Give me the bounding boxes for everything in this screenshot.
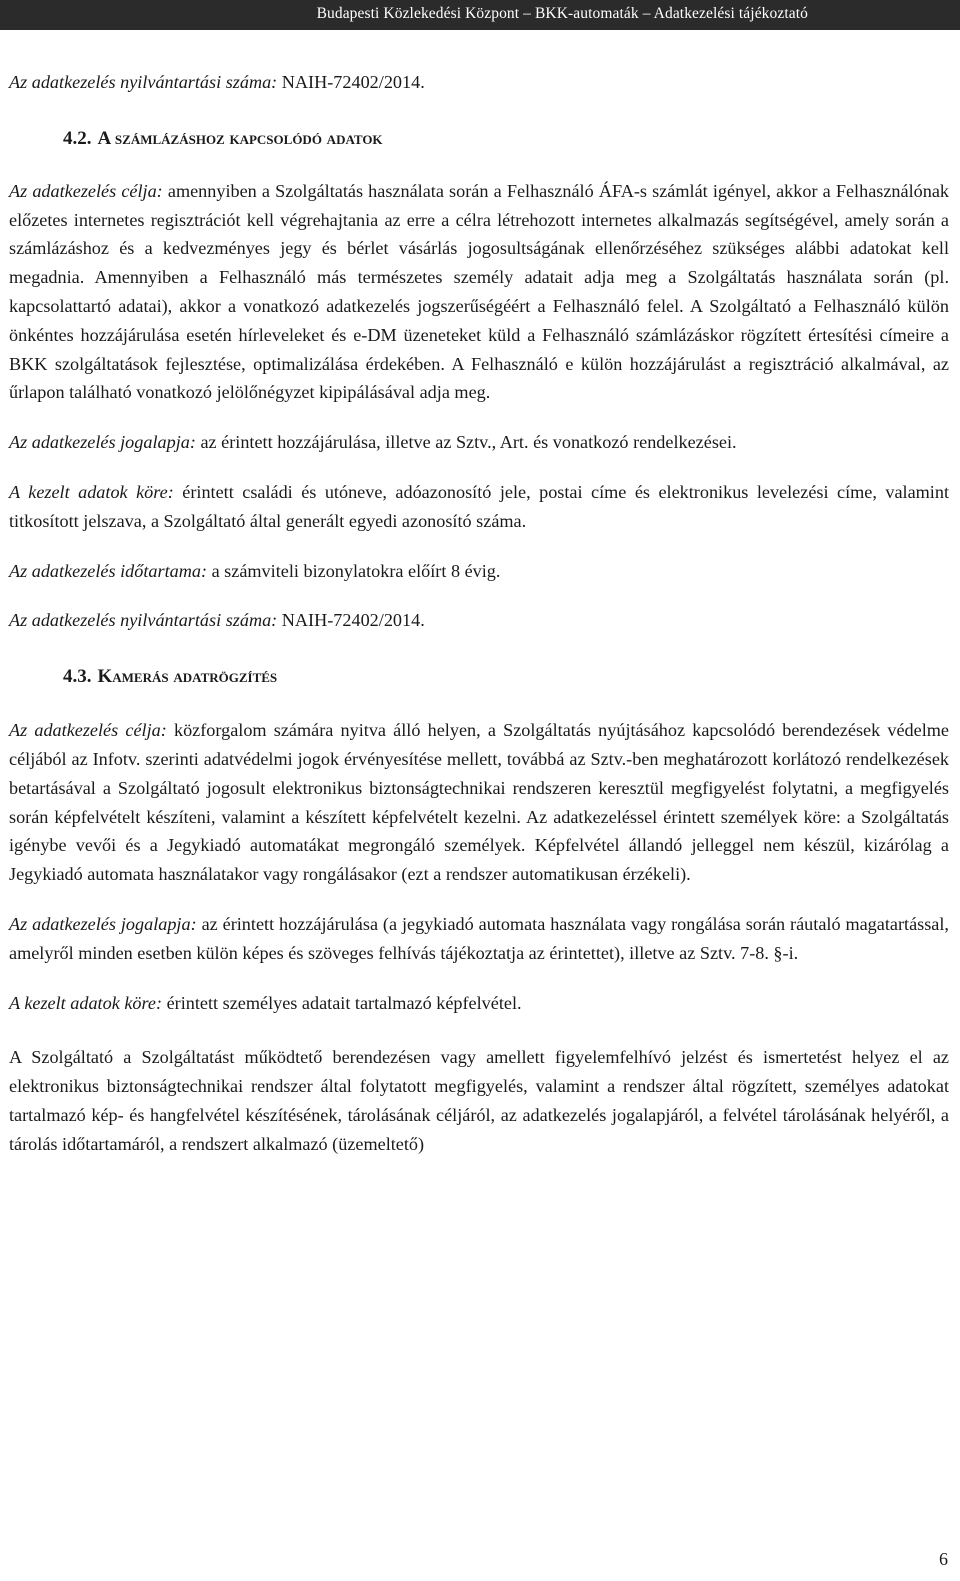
- document-body: [9, 68, 949, 1159]
- section-4-2-purpose-label: Az adatkezelés célja:: [9, 180, 163, 201]
- section-4-2-data-scope: [9, 478, 949, 536]
- section-4-2-registry-value: NAIH-72402/2014.: [281, 610, 425, 631]
- section-4-2-data-text: érintett családi és utóneve, adóazonosító jele, postai címe és elektronikus levelezési címe, valamint titkosított jelszava, a Szolgáltató által generált egyedi azonosító száma.: [9, 481, 949, 531]
- section-4-2-title: A számlázáshoz kapcsolódó adatok: [97, 127, 383, 149]
- page-header-bar: [0, 0, 960, 30]
- section-4-3-notice: A Szolgáltató a Szolgáltatást működtető berendezésen vagy amellett figyelemfelhívó jelzést és ismertetést helyez el az elektronikus biztonságtechnikai rendszer által folytatott megfigyelés, valamint a rendszer által rögzített, személyes adatokat tartalmazó kép- és hangfelvétel készítésének, tárolásának céljáról, az adatkezelés jogalapjáról, a felvétel tárolásának helyéről, a tárolás időtartamáról, a rendszert alkalmazó (üzemeltető): [9, 1047, 949, 1154]
- section-4-3-data-label: A kezelt adatok köre:: [9, 992, 163, 1013]
- section-4-3-legal-label: Az adatkezelés jogalapja:: [9, 913, 197, 934]
- section-4-2-duration: [9, 557, 949, 586]
- section-4-3-legal-basis: [9, 910, 949, 968]
- section-4-2-number: 4.2.: [63, 127, 92, 149]
- section-4-2-heading: [9, 124, 949, 154]
- section-4-2-legal-text: az érintett hozzájárulása, illetve az Sztv., Art. és vonatkozó rendelkezései.: [200, 432, 737, 453]
- section-4-2-purpose-text: amennyiben a Szolgáltatás használata során a Felhasználó ÁFA-s számlát igényel, akkor a Felhasználónak előzetes internetes regisztrációt kell végrehajtania az erre a célra létrehozott internetes alkalmazás segítségével, amely során a számlázáshoz és a kedvezményes jegy és bérlet vásárlás jogosultságának ellenőrzéséhez szükséges alábbi adatokat kell megadnia. Amennyiben a Felhasználó más természetes személy adatait adja meg a Szolgáltatás használata során (pl. kapcsolattartó adatai), akkor a vonatkozó adatkezelés jogszerűségéért a Felhasználó felel. A Szolgáltató a Felhasználó külön önkéntes hozzájárulása esetén hírleveleket és e-DM üzeneteket küld a Felhasználó számlázáskor rögzített értesítési címeire a BKK szolgáltatások fejlesztése, optimalizálása érdekében. A Felhasználó e külön hozzájárulást a regisztráció alkalmával, az űrlapon található vonatkozó jelölőnégyzet kipipálásával adja meg.: [9, 180, 949, 403]
- section-4-2-registry-label: Az adatkezelés nyilvántartási száma:: [9, 610, 278, 631]
- section-4-2-legal-basis: [9, 428, 949, 457]
- top-registry-value: NAIH-72402/2014.: [281, 72, 425, 92]
- section-4-2-registry: [9, 606, 949, 635]
- section-4-3-number: 4.3.: [63, 666, 92, 688]
- section-4-3-legal-text: az érintett hozzájárulása (a jegykiadó automata használata vagy rongálása során ráutaló magatartással, amelyről minden esetben külön képes és szöveges felhívás tájékoztatja az érintettet), illetve az Sztv. 7-8. §-i.: [9, 913, 949, 963]
- section-4-2-duration-label: Az adatkezelés időtartama:: [9, 560, 208, 581]
- section-4-3-purpose-label: Az adatkezelés célja:: [9, 720, 167, 741]
- top-registry-label: Az adatkezelés nyilvántartási száma:: [9, 72, 278, 92]
- section-4-2-data-label: A kezelt adatok köre:: [9, 481, 174, 502]
- top-registry-line: [9, 68, 949, 97]
- page-number: 6: [939, 1549, 948, 1569]
- section-4-3-purpose: [9, 716, 949, 889]
- section-4-3-heading: [9, 662, 949, 692]
- section-4-2-duration-text: a számviteli bizonylatokra előírt 8 évig.: [211, 560, 501, 581]
- section-4-2-purpose: [9, 177, 949, 407]
- section-4-2-legal-label: Az adatkezelés jogalapja:: [9, 432, 196, 453]
- section-4-3-purpose-text: közforgalom számára nyitva álló helyen, a Szolgáltatás nyújtásához kapcsolódó berendezések védelme céljából az Infotv. szerinti adatvédelmi jogok érvényesítése mellett, továbbá az Sztv.-ben meghatározott korlátozó rendelkezések betartásával a Szolgáltató jogosult elektronikus biztonságtechnikai rendszeren keresztül megfigyelést folytatni, a megfigyelés során képfelvételt készíteni, valamint a készített képfelvételt kezelni. Az adatkezeléssel érintett személyek köre: a Szolgáltatás igénybe vevői és a Jegykiadó automatákat megrongáló személyek. Képfelvétel állandó jelleggel nem készül, kizárólag a Jegykiadó automata használatakor vagy rongálásakor (ezt a rendszer automatikusan érzékeli).: [9, 720, 949, 885]
- section-4-3-title: Kamerás adatrögzítés: [97, 666, 278, 688]
- section-4-3-data-scope: [9, 989, 949, 1018]
- section-4-3-data-text: érintett személyes adatait tartalmazó képfelvétel.: [166, 992, 522, 1013]
- page-header-title: Budapesti Közlekedési Központ – BKK-automaták – Adatkezelési tájékoztató: [316, 5, 808, 22]
